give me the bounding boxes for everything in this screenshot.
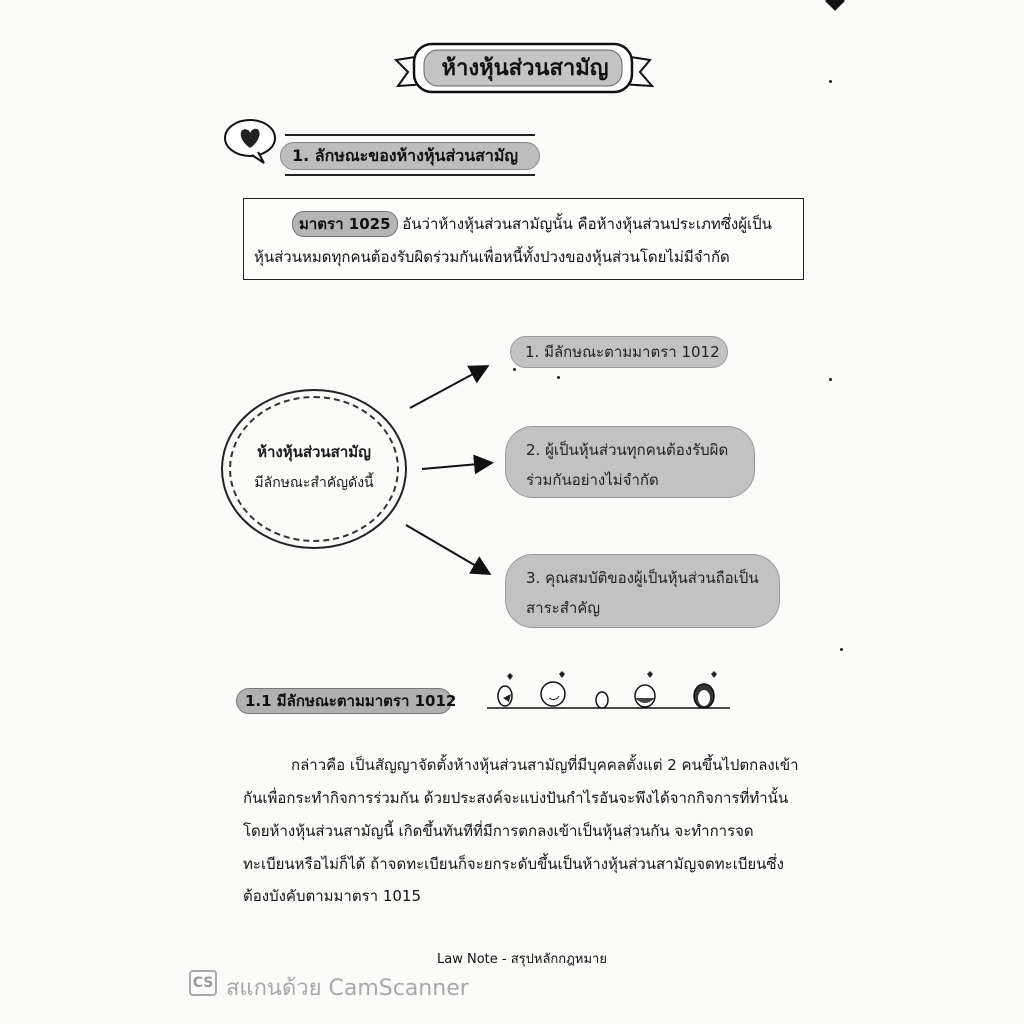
definition-line-1	[292, 211, 772, 237]
definition-line-2: หุ้นส่วนหมดทุกคนต้องรับผิดร่วมกันเพื่อหนี้ทั้งปวงของหุ้นส่วนโดยไม่มีจำกัด	[254, 248, 730, 266]
speck	[513, 368, 516, 371]
section-1-heading: 1. ลักษณะของห้างหุ้นส่วนสามัญ	[292, 146, 519, 165]
paragraph-line-4: ทะเบียนหรือไม่ก็ได้ ถ้าจดทะเบียนก็จะยกระดับขึ้นเป็นห้างหุ้นส่วนสามัญจดทะเบียนซึ่ง	[243, 855, 784, 873]
paragraph-line-2: กันเพื่อกระทำกิจการร่วมกัน ด้วยประสงค์จะแบ่งปันกำไรอันจะพึงได้จากกิจการที่ทำนั้น	[243, 789, 789, 807]
center-bubble-dashed	[229, 396, 399, 542]
item-2-line-2: ร่วมกันอย่างไม่จำกัด	[526, 471, 659, 489]
camscanner-watermark: สแกนด้วย CamScanner	[226, 976, 469, 1001]
characteristic-item-1	[510, 336, 728, 368]
characteristic-item-3	[505, 554, 780, 628]
corner-mark	[825, 0, 845, 11]
item-3-line-1: 3. คุณสมบัติของผู้เป็นหุ้นส่วนถือเป็น	[526, 569, 759, 587]
item-2-line-1: 2. ผู้เป็นหุ้นส่วนทุกคนต้องรับผิด	[526, 441, 729, 459]
speck	[829, 378, 832, 381]
heart-speech-bubble-icon	[222, 118, 282, 166]
rule-top	[285, 134, 535, 136]
speck	[557, 376, 560, 379]
arrows-icon	[400, 355, 510, 585]
paragraph-line-1: กล่าวคือ เป็นสัญญาจัดตั้งห้างหุ้นส่วนสามัญที่มีบุคคลตั้งแต่ 2 คนขึ้นไปตกลงเข้า	[291, 756, 799, 774]
camscanner-logo-icon: CS	[189, 970, 217, 996]
characteristic-item-2	[505, 426, 755, 498]
speck	[840, 648, 843, 651]
birds-on-line-icon	[485, 668, 735, 718]
definition-text-1: อันว่าห้างหุ้นส่วนสามัญนั้น คือห้างหุ้นส่วนประเภทซึ่งผู้เป็น	[402, 215, 772, 233]
law-section-tag: มาตรา 1025	[292, 211, 398, 237]
definition-box	[243, 198, 804, 280]
subsection-1-1-heading: 1.1 มีลักษณะตามมาตรา 1012	[236, 688, 452, 714]
center-title: ห้างหุ้นส่วนสามัญ	[257, 443, 371, 461]
paragraph-line-3: โดยห้างหุ้นส่วนสามัญนี้ เกิดขึ้นทันทีที่มีการตกลงเข้าเป็นหุ้นส่วนกัน จะทำการจด	[243, 822, 754, 840]
item-3-line-2: สาระสำคัญ	[526, 599, 601, 617]
rule-bottom	[285, 174, 535, 176]
center-subtitle: มีลักษณะสำคัญดังนี้	[254, 475, 374, 491]
page-footer: Law Note - สรุปหลักกฎหมาย	[437, 952, 607, 967]
item-1-text: 1. มีลักษณะตามมาตรา 1012	[525, 343, 720, 361]
paragraph-line-5: ต้องบังคับตามมาตรา 1015	[243, 887, 422, 905]
speck	[829, 80, 832, 83]
page-title: ห้างหุ้นส่วนสามัญ	[441, 56, 609, 81]
